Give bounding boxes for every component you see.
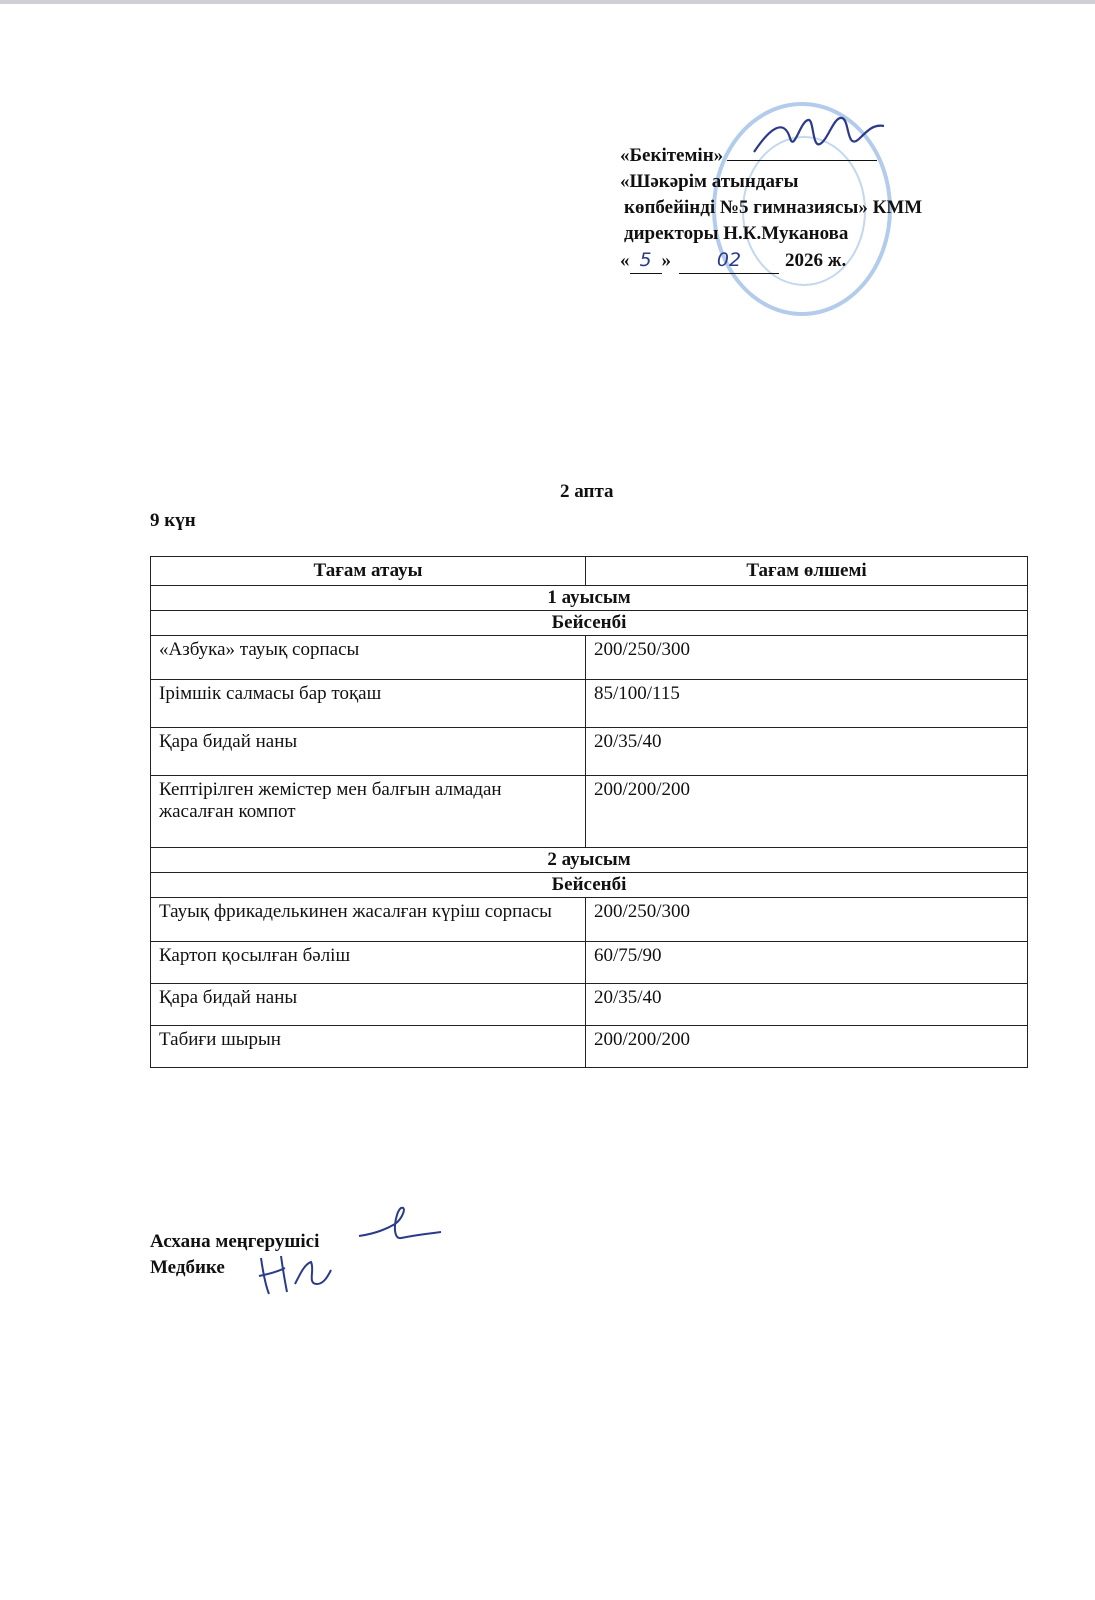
column-header-dish: Тағам атауы: [151, 557, 586, 586]
approval-line-3: көпбейінді №5 гимназиясы» КММ: [624, 197, 923, 218]
table-row: [151, 680, 1028, 728]
shift-2-weekday: Бейсенбі: [151, 873, 1028, 898]
table-row: [151, 898, 1028, 942]
table-row: [151, 776, 1028, 848]
dish-name: Қара бидай наны: [151, 728, 586, 776]
table-row: [151, 1026, 1028, 1068]
date-year: 2026 ж.: [785, 250, 847, 271]
approval-date: « 5 » 02 2026 ж.: [620, 247, 1000, 274]
table-header-row: [151, 557, 1028, 586]
column-header-portion: Тағам өлшемі: [586, 557, 1028, 586]
canteen-manager-label: Асхана меңгерушісі: [150, 1231, 320, 1252]
table-row: [151, 728, 1028, 776]
dish-name: Табиғи шырын: [151, 1026, 586, 1068]
table-row: [151, 636, 1028, 680]
dish-name: Қара бидай наны: [151, 984, 586, 1026]
dish-name: Кептірілген жемістер мен балғын алмадан жасалған компот: [151, 776, 586, 848]
nurse-signature: [255, 1248, 335, 1298]
portion-size: 20/35/40: [586, 984, 1028, 1026]
table-row: [151, 942, 1028, 984]
shift-1-weekday: Бейсенбі: [151, 611, 1028, 636]
week-label: 2 апта: [560, 481, 614, 502]
manager-signature: [355, 1200, 445, 1250]
shift-2-title: 2 ауысым: [151, 848, 1028, 873]
approval-line-2: «Шәкәрім атындағы: [620, 171, 799, 192]
approval-line-4: директоры Н.К.Муканова: [624, 223, 849, 244]
day-label: 9 күн: [150, 510, 196, 531]
dish-name: «Азбука» тауық сорпасы: [151, 636, 586, 680]
menu-table: [150, 556, 1028, 1068]
portion-size: 20/35/40: [586, 728, 1028, 776]
date-day: 5: [630, 247, 662, 274]
portion-size: 200/250/300: [586, 898, 1028, 942]
signature-line: [727, 142, 877, 161]
date-month: 02: [679, 247, 779, 274]
portion-size: 200/200/200: [586, 1026, 1028, 1068]
dish-name: Ірімшік салмасы бар тоқаш: [151, 680, 586, 728]
approval-block: [620, 142, 1000, 274]
nurse-label: Медбике: [150, 1257, 225, 1278]
shift-1-title: 1 ауысым: [151, 586, 1028, 611]
dish-name: Картоп қосылған бәліш: [151, 942, 586, 984]
portion-size: 60/75/90: [586, 942, 1028, 984]
portion-size: 85/100/115: [586, 680, 1028, 728]
table-row: [151, 984, 1028, 1026]
approval-line-1: «Бекітемін»: [620, 142, 1000, 169]
page-top-edge: [0, 0, 1095, 4]
portion-size: 200/250/300: [586, 636, 1028, 680]
dish-name: Тауық фрикаделькинен жасалған күріш сорпасы: [151, 898, 586, 942]
portion-size: 200/200/200: [586, 776, 1028, 848]
